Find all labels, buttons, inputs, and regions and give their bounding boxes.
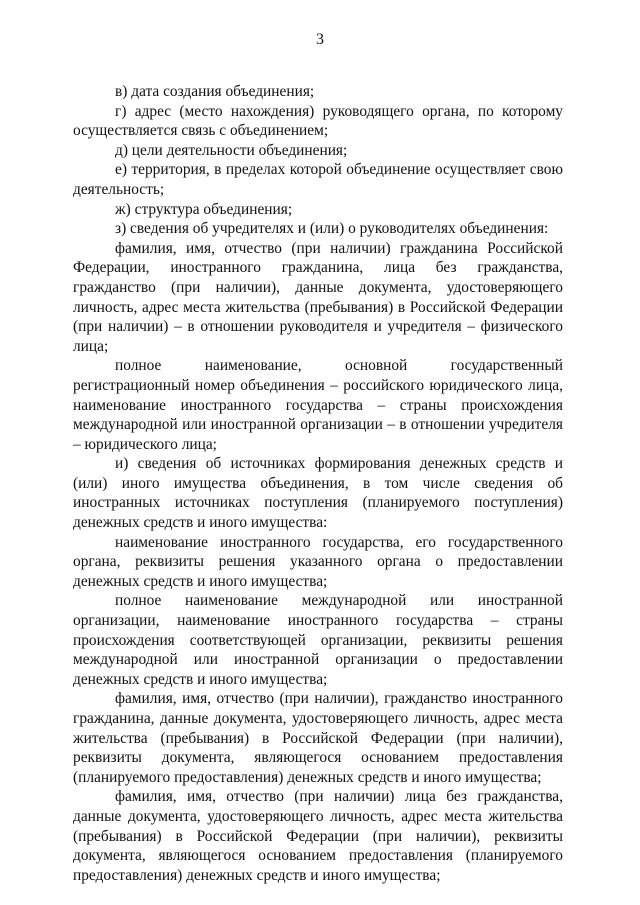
paragraph-foreign-state-source: наименование иностранного государства, его государственного органа, реквизиты решения указанного органа о предоставлении денежных средств и иного имущества; (73, 533, 563, 590)
paragraph-e-territory: е) территория, в пределах которой объединение осуществляет свою деятельность; (73, 161, 563, 198)
paragraph-stateless-person-source: фамилия, имя, отчество (при наличии) лица без гражданства, данные документа, удостоверяющего личность, адрес места жительства (пребывания) в Российской Федерации (при наличии), реквизиты документа, являющегося основанием предоставления (планируемого предоставления) денежных средств и иного имущества; (73, 788, 563, 884)
paragraph-v-creation-date: в) дата создания объединения; (115, 83, 315, 100)
paragraph-g-governing-body-address: г) адрес (место нахождения) руководящего органа, по которому осуществляется связь с объединением; (73, 102, 563, 140)
paragraph-foreign-citizen-source: фамилия, имя, отчество (при наличии), гражданство иностранного гражданина, данные документа, удостоверяющего личность, адрес места жительства (пребывания) в Российской Федерации (при наличии), реквизиты документа, являющегося основанием предоставления (планируемого предоставления) денежных средств и иного имущества; (73, 690, 563, 786)
paragraph-z-founders-leaders: з) сведения об учредителях и (или) о руководителях объединения: (115, 220, 549, 238)
paragraph-i-funding-sources: и) сведения об источниках формирования денежных средств и (или) иного имущества объединения, в том числе сведения об иностранных источниках поступления (планируемого поступления) денежных средств и иного имущества: (73, 455, 563, 532)
paragraph-d-goals: д) цели деятельности объединения; (115, 141, 348, 159)
paragraph-zh-structure: ж) структура объединения; (115, 200, 293, 218)
paragraph-legal-entity-founder-details: полное наименование, основной государственный регистрационный номер объединения – российского юридического лица, наименование иностранного государства – страны происхождения международной или иностранной организации – в отношении учредителя – юридического лица; (73, 357, 563, 453)
page-number: 3 (316, 31, 324, 48)
paragraph-individual-founder-details: фамилия, имя, отчество (при наличии) гражданина Российской Федерации, иностранного гражданина, лица без гражданства, гражданство (при наличии), данные документа, удостоверяющего личность, адрес места жительства (пребывания) в Российской Федерации (при наличии) – в отношении руководителя и учредителя – физического лица; (73, 239, 563, 355)
paragraph-foreign-organization-source: полное наименование международной или иностранной организации, наименование иностранного государства – страны происхождения соответствующей организации, реквизиты решения международной или иностранной организации о предоставлении денежных средств и иного имущества; (73, 592, 563, 688)
document-body (73, 82, 563, 885)
